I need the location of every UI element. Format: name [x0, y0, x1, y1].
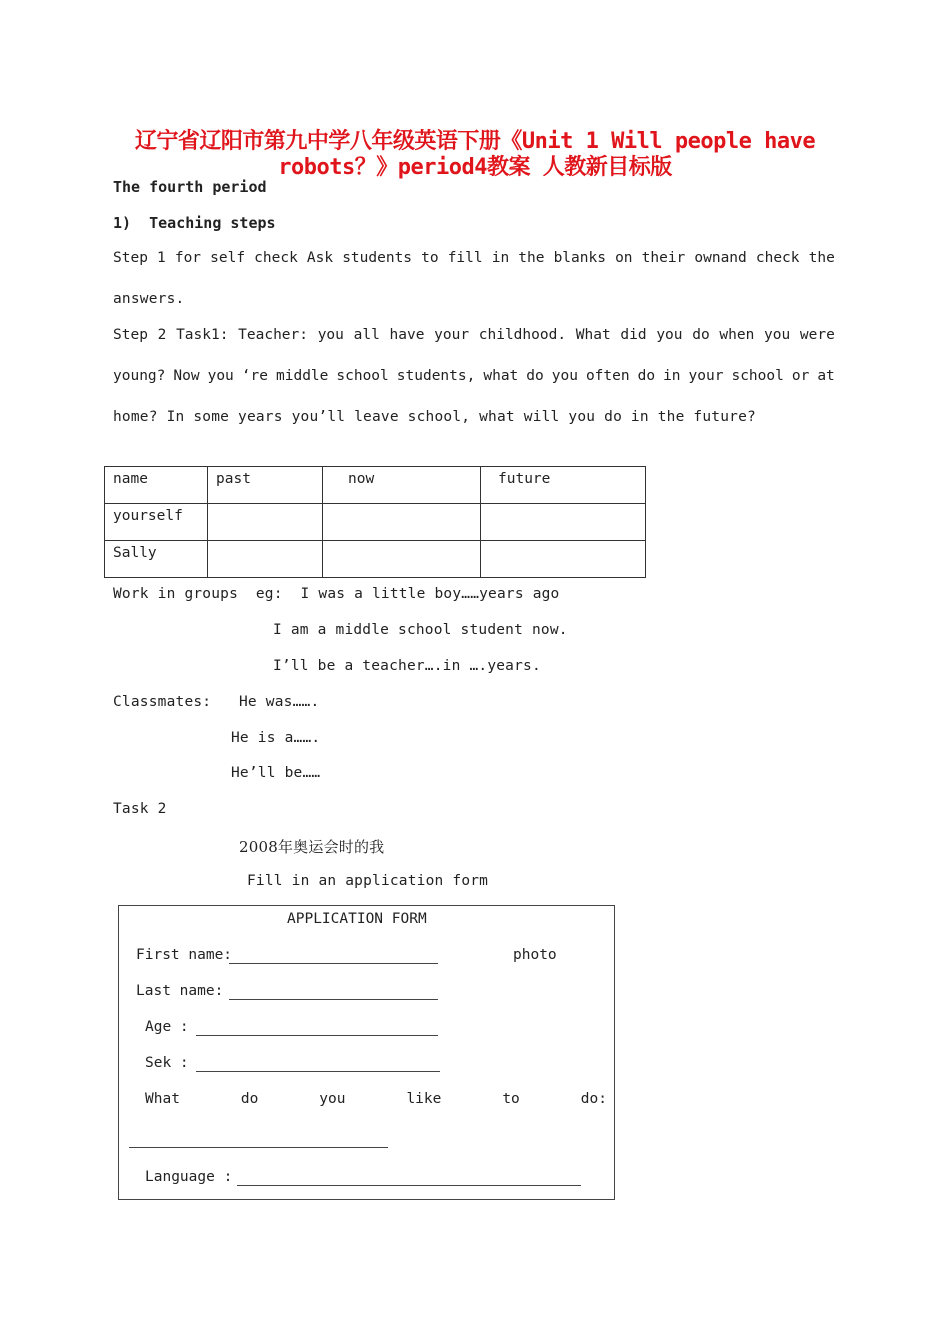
word: on	[615, 250, 633, 266]
word: students	[342, 250, 413, 266]
table-cell[interactable]	[208, 541, 323, 578]
last-name-field[interactable]	[229, 999, 438, 1000]
word: young?	[113, 368, 166, 384]
word: you	[207, 368, 234, 384]
word: school	[336, 368, 389, 384]
classmates-line2: He is a…….	[231, 730, 321, 746]
first-name-label: First name:	[136, 947, 233, 963]
word: the	[518, 250, 545, 266]
step1-line	[113, 250, 835, 266]
step1-continuation: answers.	[113, 291, 185, 307]
word: What	[145, 1091, 180, 1107]
table-header-cell: future	[481, 467, 646, 504]
language-label: Language :	[145, 1169, 233, 1185]
word: students,	[396, 368, 476, 384]
word: ‘re	[241, 368, 268, 384]
word: your	[434, 327, 470, 343]
word: in	[491, 250, 510, 266]
work-groups-line1: Work in groups eg: I was a little boy……years ago	[113, 586, 560, 602]
word: Step	[113, 250, 148, 266]
word: check	[254, 250, 298, 266]
work-groups-line2: I am a middle school student now.	[273, 622, 568, 638]
language-field[interactable]	[237, 1185, 581, 1186]
word: blanks	[553, 250, 606, 266]
word: middle	[276, 368, 329, 384]
table-cell[interactable]	[481, 504, 646, 541]
table-cell[interactable]	[208, 504, 323, 541]
word: ownand	[694, 250, 747, 266]
word: you	[764, 327, 791, 343]
word: you	[551, 368, 578, 384]
word: 1	[157, 250, 166, 266]
timeline-table	[104, 466, 646, 578]
task2-label: Task 2	[113, 801, 167, 817]
table-cell[interactable]	[323, 541, 481, 578]
word: Now	[173, 368, 200, 384]
task2-subtitle: 2008年奥运会时的我	[239, 838, 385, 856]
table-cell[interactable]	[481, 541, 646, 578]
word: do	[526, 368, 544, 384]
word: childhood.	[478, 327, 567, 343]
word: were	[799, 327, 835, 343]
step2-line3: home? In some years you’ll leave school, what will you do in the future?	[113, 409, 756, 425]
teaching-steps-heading: 1) Teaching steps	[113, 214, 276, 232]
document-title-line1: 辽宁省辽阳市第九中学八年级英语下册《Unit 1 Will people have	[134, 129, 816, 154]
age-label: Age :	[145, 1019, 189, 1035]
age-field[interactable]	[196, 1035, 438, 1036]
word: check	[755, 250, 800, 266]
word: self	[210, 250, 246, 266]
word: school	[731, 368, 784, 384]
document-title-line2: robots？》period4教案 人教新目标版	[278, 155, 672, 180]
word: did	[620, 327, 647, 343]
first-name-field[interactable]	[229, 963, 438, 964]
word: you	[319, 1091, 346, 1107]
word: in	[663, 368, 681, 384]
word: to	[421, 250, 439, 266]
word: What	[575, 327, 611, 343]
application-form	[118, 905, 615, 1200]
table-cell[interactable]	[323, 504, 481, 541]
question-answer-field[interactable]	[129, 1147, 388, 1148]
word: do	[240, 1091, 259, 1107]
table-header-cell: past	[208, 467, 323, 504]
table-header-cell: now	[323, 467, 481, 504]
word: all	[353, 327, 380, 343]
work-groups-line3: I’ll be a teacher….in ….years.	[273, 658, 541, 674]
word: do	[692, 327, 710, 343]
word: Step	[113, 327, 148, 343]
classmates-label: Classmates:	[113, 694, 212, 710]
word: or	[791, 368, 810, 384]
form-question-line	[145, 1091, 607, 1107]
table-header-cell: name	[105, 467, 208, 504]
word: you	[656, 327, 683, 343]
word: your	[688, 368, 724, 384]
step2-line1	[113, 327, 835, 343]
table-row	[105, 541, 646, 578]
word: fill	[447, 250, 483, 266]
word: have	[389, 327, 425, 343]
word: at	[817, 368, 835, 384]
word: for	[174, 250, 202, 266]
word: 2	[157, 327, 167, 343]
word: do:	[580, 1091, 607, 1107]
table-cell: yourself	[105, 504, 208, 541]
word: Task1:	[176, 327, 229, 343]
word: like	[406, 1091, 442, 1107]
word: their	[641, 250, 686, 266]
word: Ask	[306, 250, 334, 266]
word: when	[719, 327, 755, 343]
word: do	[637, 368, 656, 384]
table-cell: Sally	[105, 541, 208, 578]
word: to	[502, 1091, 520, 1107]
photo-label: photo	[513, 947, 557, 963]
classmates-line1: He was…….	[239, 694, 320, 710]
sex-label: Sek :	[145, 1055, 189, 1071]
word: often	[585, 368, 630, 384]
last-name-label: Last name:	[136, 983, 224, 999]
word: you	[317, 327, 344, 343]
form-heading: APPLICATION FORM	[287, 911, 427, 927]
word: the	[808, 250, 835, 266]
task2-instruction: Fill in an application form	[247, 873, 489, 889]
step2-line2	[113, 368, 835, 384]
table-row	[105, 504, 646, 541]
word: Teacher:	[238, 327, 308, 343]
section-heading: The fourth period	[113, 178, 267, 196]
classmates-line3: He’ll be……	[231, 765, 321, 781]
word: what	[483, 368, 519, 384]
table-header-row	[105, 467, 646, 504]
sex-field[interactable]	[196, 1071, 440, 1072]
